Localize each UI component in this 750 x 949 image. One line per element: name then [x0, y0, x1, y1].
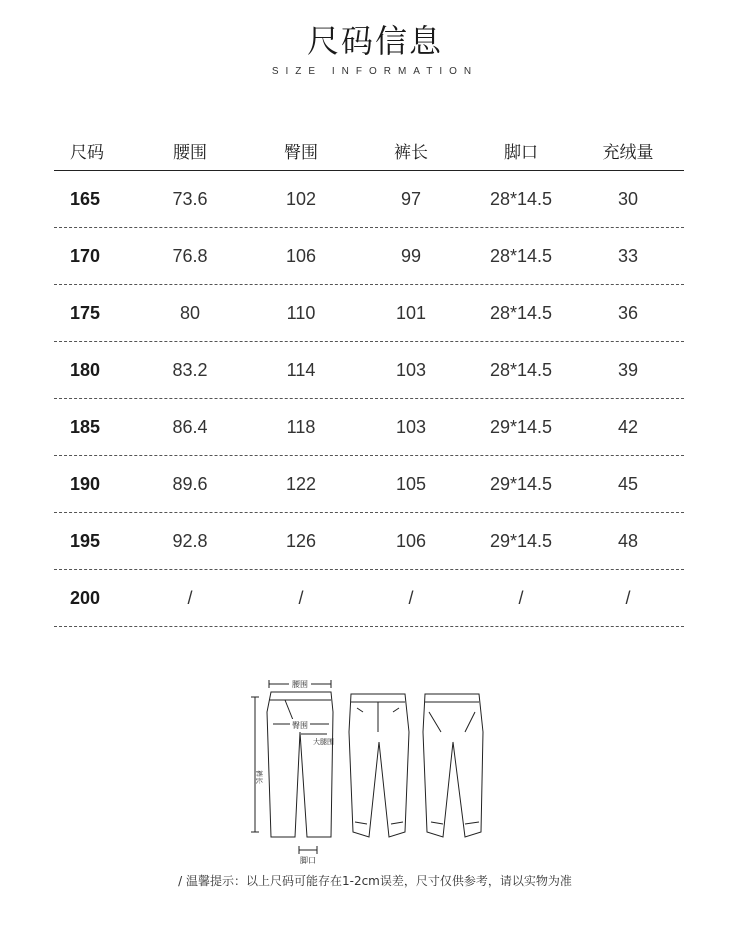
cell-down-fill: 33: [617, 245, 639, 266]
col-header-down-fill: 充绒量: [602, 142, 654, 163]
cell-hem: /: [518, 587, 524, 608]
cell-length: 101: [395, 302, 427, 323]
table-body: [54, 171, 684, 627]
col-header-hem: 脚口: [504, 142, 538, 163]
cell-hip: 122: [285, 473, 317, 494]
cell-length: 105: [395, 473, 427, 494]
cell-waist: 89.6: [172, 473, 208, 494]
cell-waist: 76.8: [172, 245, 208, 266]
cell-hip: 110: [286, 302, 316, 323]
cell-hem: 28*14.5: [489, 188, 553, 209]
cell-hip: 114: [286, 359, 316, 380]
page-subtitle: SIZE INFORMATION: [271, 66, 479, 77]
pants-front-measure-icon: [251, 680, 333, 854]
cell-length: 106: [395, 530, 427, 551]
cell-waist: 80: [179, 302, 201, 323]
cell-hip: 126: [285, 530, 317, 551]
table-row: [54, 285, 684, 342]
cell-size: 185: [70, 416, 101, 437]
cell-length: 103: [395, 359, 427, 380]
cell-hip: 118: [286, 416, 316, 437]
diagram-label-hem: 脚口: [300, 856, 316, 865]
cell-hip: /: [298, 587, 304, 608]
cell-hip: 106: [285, 245, 317, 266]
table-row: [54, 399, 684, 456]
col-header-length: 裤长: [394, 142, 428, 163]
table-header: [54, 130, 684, 171]
col-header-waist: 腰围: [173, 142, 207, 163]
cell-down-fill: 42: [617, 416, 639, 437]
table-row: [54, 513, 684, 570]
cell-hem: 29*14.5: [489, 416, 553, 437]
table-row: [54, 342, 684, 399]
diagram-label-thigh: 大腿围: [313, 738, 334, 746]
cell-size: 180: [70, 359, 101, 380]
cell-size: 175: [70, 302, 101, 323]
cell-size: 170: [70, 245, 101, 266]
cell-down-fill: 45: [617, 473, 639, 494]
col-header-size: 尺码: [70, 142, 104, 163]
page-title: 尺码信息: [306, 22, 443, 60]
cell-hip: 102: [285, 188, 317, 209]
cell-hem: 28*14.5: [489, 245, 553, 266]
diagram-label-length: 裤长: [255, 770, 263, 784]
cell-hem: 29*14.5: [489, 473, 553, 494]
cell-down-fill: 48: [617, 530, 639, 551]
cell-down-fill: 39: [617, 359, 639, 380]
cell-hem: 28*14.5: [489, 359, 553, 380]
table-row: [54, 228, 684, 285]
cell-length: 103: [395, 416, 427, 437]
cell-hem: 28*14.5: [489, 302, 553, 323]
cell-down-fill: /: [625, 587, 631, 608]
size-note: / 温馨提示：以上尺码可能存在1-2cm误差，尺寸仅供参考，请以实物为准: [178, 874, 572, 888]
cell-waist: 73.6: [172, 188, 208, 209]
table-row: [54, 570, 684, 627]
table-row: [54, 456, 684, 513]
cell-length: /: [408, 587, 414, 608]
cell-waist: /: [187, 587, 193, 608]
col-header-hip: 臀围: [284, 142, 318, 163]
cell-size: 190: [70, 473, 101, 494]
cell-size: 165: [70, 188, 101, 209]
cell-length: 99: [400, 245, 422, 266]
pants-diagram: [245, 672, 505, 867]
cell-waist: 92.8: [172, 530, 208, 551]
cell-waist: 83.2: [172, 359, 208, 380]
pants-back-icon: [423, 694, 483, 837]
diagram-label-hip: 臀围: [292, 721, 308, 730]
cell-size: 200: [70, 587, 101, 608]
cell-waist: 86.4: [172, 416, 208, 437]
size-table: [54, 130, 684, 627]
table-row: [54, 171, 684, 228]
pants-front-icon: [349, 694, 409, 837]
cell-down-fill: 36: [617, 302, 639, 323]
cell-size: 195: [70, 530, 101, 551]
cell-length: 97: [400, 188, 422, 209]
diagram-label-waist: 腰围: [292, 680, 308, 689]
cell-down-fill: 30: [617, 188, 639, 209]
cell-hem: 29*14.5: [489, 530, 553, 551]
